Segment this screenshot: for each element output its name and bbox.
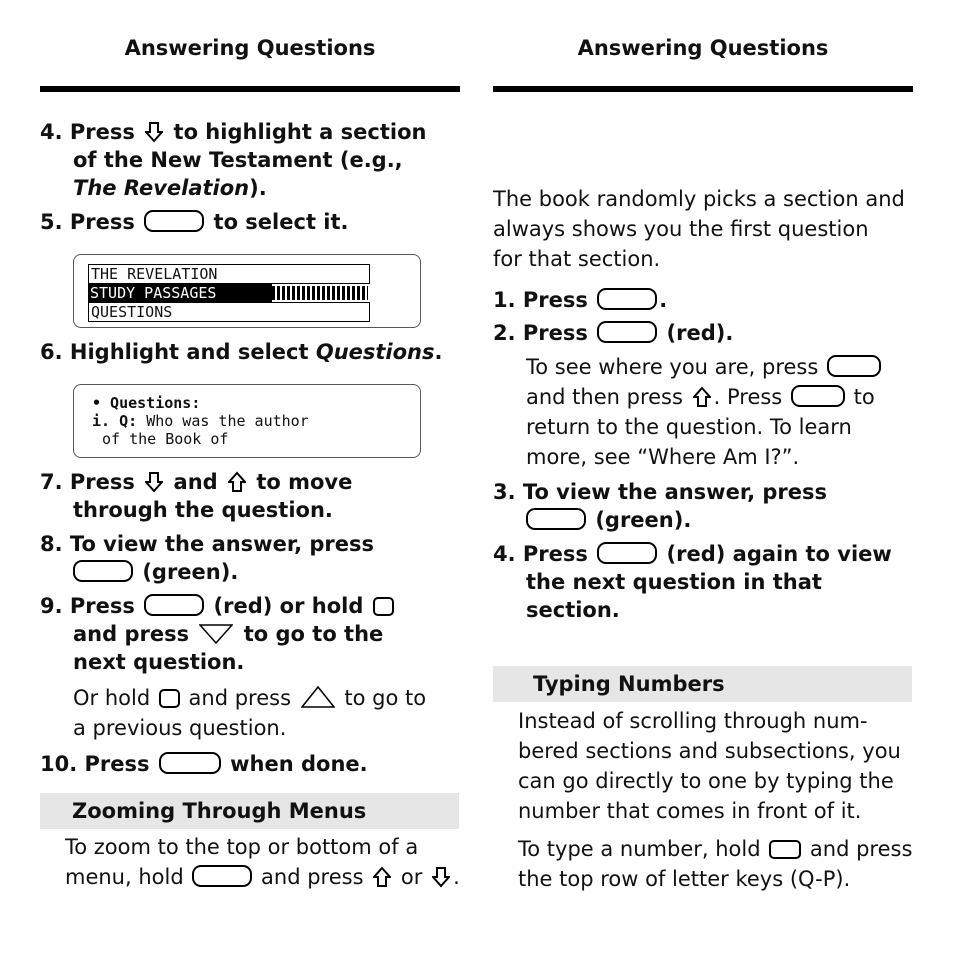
step-9-note: Or hold and press to go to a previous question. [73, 686, 427, 740]
key-icon [827, 355, 881, 377]
key-icon [144, 594, 204, 616]
up-arrow-icon [373, 866, 391, 888]
key-icon [597, 321, 657, 343]
right-header-rule [493, 86, 913, 92]
enter-key-icon [144, 210, 204, 232]
step-num: 4. [40, 120, 63, 144]
down-arrow-icon [432, 866, 450, 888]
down-arrow-icon [145, 121, 163, 143]
right-step-3: 3. To view the answer, press (green). [493, 480, 828, 532]
intro-paragraph: The book randomly picks a section and always shows you the first question for that section. [493, 187, 905, 271]
back-key-icon [159, 752, 221, 774]
up-arrow-icon [693, 386, 711, 408]
step-8: 8. To view the answer, press (green). [40, 532, 375, 584]
key-icon [192, 865, 252, 887]
typing-section-heading: Typing Numbers [493, 666, 912, 702]
zoom-body: To zoom to the top or bottom of a menu, hold and press or . [65, 835, 460, 889]
left-header-rule [40, 86, 460, 92]
shift-key-icon [769, 840, 801, 859]
zoom-section-heading: Zooming Through Menus [40, 793, 459, 829]
right-page-header: Answering Questions [577, 36, 829, 60]
right-step-2: 2. Press (red). [493, 321, 734, 345]
step-10: 10. Press when done. [40, 752, 368, 776]
key-icon [526, 508, 586, 530]
step-7: 7. Press and to move through the question. [40, 470, 353, 522]
shift-key-icon [159, 689, 180, 708]
up-arrow-icon [228, 471, 246, 493]
right-step-1: 1. Press . [493, 288, 668, 312]
screen-question: • Questions: i. Q: Who was the author of the Book of [73, 384, 421, 458]
right-step-2-note: To see where you are, press and then press . Press to return to the question. To learn more, see “Where Am I?”. [493, 352, 946, 472]
key-icon [597, 288, 657, 310]
key-icon [597, 542, 657, 564]
left-page-header: Answering Questions [124, 36, 376, 60]
triangle-up-icon [301, 685, 335, 709]
key-icon [791, 385, 845, 407]
step-4: 4. Press to highlight a section of the New Testament (e.g., The Revelation). [40, 120, 427, 200]
step-6: 6. Highlight and select Questions. [40, 340, 443, 364]
down-arrow-icon [145, 471, 163, 493]
step-9: 9. Press (red) or hold and press to go to the next question. [40, 592, 470, 676]
typing-body: Instead of scrolling through num- bered sections and subsections, you can go directly to one by typing the number that comes in front of it. To type a number, hold and press the top row of letter keys (Q-P). [518, 709, 913, 891]
triangle-down-icon [199, 623, 233, 645]
shift-key-icon [373, 597, 394, 616]
screen-menu: THE REVELATION STUDY PASSAGES QUESTIONS [73, 254, 421, 328]
key-icon [73, 560, 133, 582]
step-5: 5. Press to select it. [40, 210, 349, 234]
right-step-4: 4. Press (red) again to view the next question in that section. [493, 542, 892, 622]
